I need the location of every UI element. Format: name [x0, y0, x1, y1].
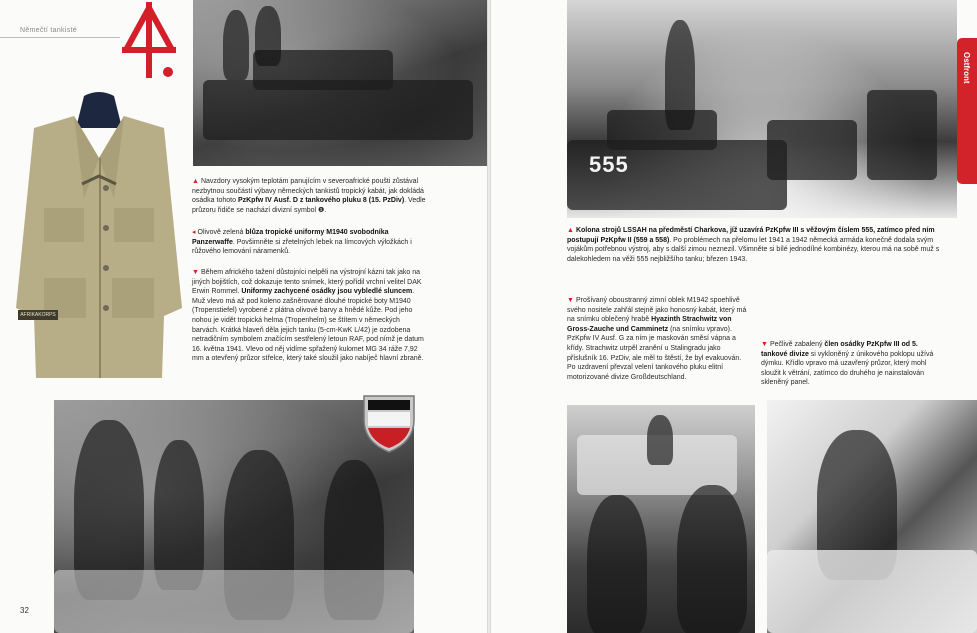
caption-tank-crew: ▲ Navzdory vysokým teplotám panujícím v severoafrické poušti zůstával nezbytnou součástí výbavy německých tankistů tropický kabát, jak dokládá osádka tohoto PzKpfw IV Ausf. D z tankového pluku 8 (15. PzDiv). Vedle průzoru řidiče se nachází divizní symbol ❶.: [192, 178, 426, 214]
caption-charkov-column: ▲ Kolona strojů LSSAH na předměstí Charkova, jíž uzavírá PzKpfw III s věžovým číslem 555, zatímco před ním postupují PzKpfw II (559 a 558). Po problémech na přelomu let 1941 a 1942 německá armáda konečně dodala svým vojákům potřebnou výstroj, aby s další zimou neznezil. Všimněte si bílé jednodílné kombinézy, kterou má na sobě muž s dalekohledem na věži 555 nejbližšího tanku; březen 1943.: [567, 227, 940, 263]
triangle-bullet-icon: ◂: [192, 229, 196, 236]
caption-rommel-photo: ▼ Během afrického tažení důstojníci nelpěli na výstrojní kázni tak jako na jiných bojištích, což dokazuje tento snímek, který pořídil vrchní velitel DAK Erwin Rommel. Uniformy zachycené osádky jsou vybledlé sluncem. Muž vlevo má až pod koleno zašněrované dlouhé tropické boty M1940 (Tropenstiefel) vyrobené z plátna olivové barvy a hnědé kůže. Pod jeho nohou je vidět tropická helma (Tropenhelm) se štítem v německých barvách. Krátká hlaveň děla jejich tanku (5-cm-KwK L/42) je ozdobena netradičním symbolem značícím sestřelený letoun RAF, pod nímž je datum 16. května 1941. Vlevo od něj vidíme spřažený kulomet MG 34 ráže 7,92 mm a otevřený průzor střelce, který také sloužil jako nabíječ hlavní zbraně.: [192, 269, 424, 363]
page-number-left: 32: [20, 606, 29, 615]
caption-strachwitz: ▼ Prošívaný oboustranný zimní oblek M1942 spoehlivě svého nositele zahřál stejně jako honosný kabát, který má na snímku oblečený hrabě Hyazinth Strachwitz von Gross-Zauche und Camminetz (na snímku vpravo). PzKpfw IV Ausf. G za ním je maskován směsí vápna a křídy. Strachwitz utrpěl zranění u Stalingradu jako příslušník 16. PzDiv, ale měl to štěstí, že byl evakuován. Po uzdravení převzal velení tankového pluku elitní motorizované divize Großdeutschland.: [567, 297, 747, 381]
tank-crew-desert-photo: [193, 0, 487, 166]
caption-tunic: ◂ Olivově zelená blůza tropické uniformy M1940 svobodníka Panzerwaffe. Povšimněte si zřetelných lebek na límcových výložkách i růžového lemování náramenků.: [192, 229, 412, 256]
hull-number: 555: [589, 152, 629, 177]
triangle-bullet-icon: ▼: [567, 297, 574, 304]
triangle-bullet-icon: ▲: [192, 178, 199, 185]
cuff-title: AFRIKAKORPS: [20, 312, 56, 318]
header-rule: [0, 37, 120, 38]
strachwitz-photo: [567, 405, 755, 633]
triangle-bullet-icon: ▼: [761, 341, 768, 348]
triangle-bullet-icon: ▼: [192, 269, 199, 276]
section-tab: Ostfront: [957, 38, 977, 184]
division-emblem-icon: [122, 0, 176, 80]
running-header: Němečtí tankisté: [20, 27, 77, 34]
pipe-crewman-photo: [767, 400, 977, 633]
caption-pipe-crewman: ▼ Pečlivě zabalený člen osádky PzKpfw III od 5. tankové divize si vykloněný z únikového poklopu užívá dýmku. Křídlo vpravo má uzavřený průzor, který mohl sloužit k větrání, zatímco do druhého je nainstalován skleněný panel.: [761, 341, 934, 387]
helmet-shield-decal: [358, 392, 420, 454]
tropical-tunic-photo: [14, 88, 184, 378]
right-page: [491, 0, 977, 633]
triangle-bullet-icon: ▲: [567, 227, 574, 234]
left-page: [0, 0, 487, 633]
charkov-column-photo: [567, 0, 957, 218]
